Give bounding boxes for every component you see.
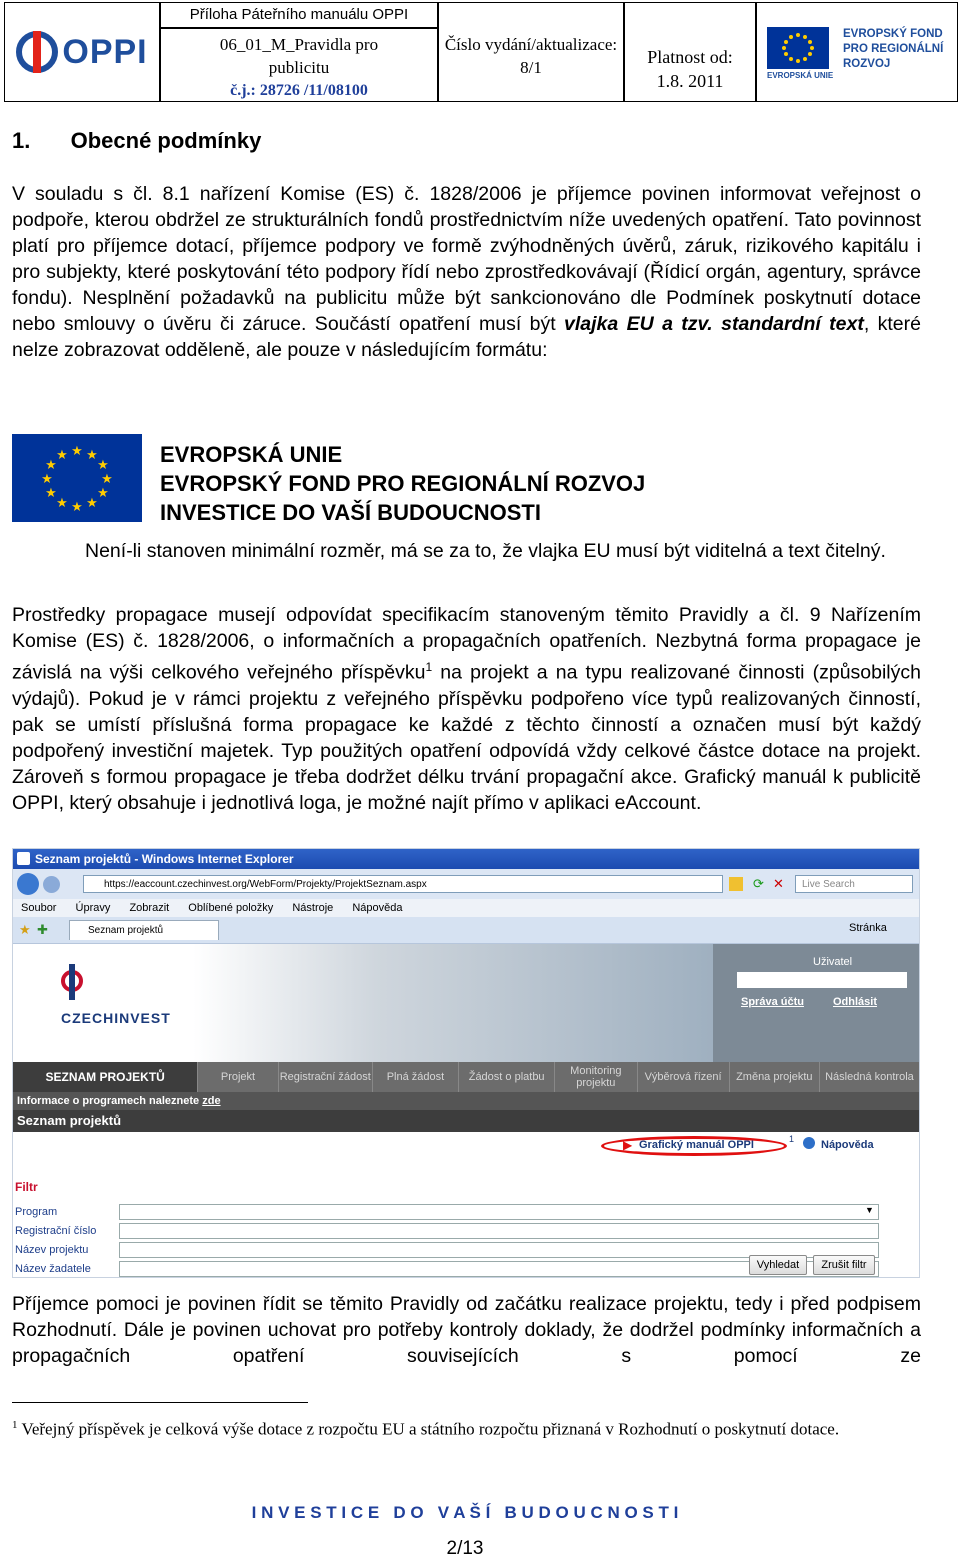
browser-titlebar xyxy=(13,849,919,869)
valid-value: 1.8. 2011 xyxy=(656,71,724,91)
tab-seznam-projektu-nav[interactable]: SEZNAM PROJEKTŮ xyxy=(13,1062,198,1092)
oppi-logo-text: OPPI xyxy=(62,32,148,71)
menu-bar xyxy=(13,899,919,917)
issue-cell xyxy=(438,2,624,102)
help-link[interactable]: Nápověda xyxy=(821,1139,874,1151)
para3-text-end: na projekt a na typu realizované činnosti (způsobilých výdajů). Pokud je v rámci projektu z veřejného příspěvku podpořeno více typů realizovaných činností, pak se umístí příslušná forma propagace ke každé z těchto činností a označen musí být každý podpořený investiční majetek. Typ použitých opatření odpovídá vždy celkové částce dotace na projekt. Zároveň s formou propagace je třeba dodržet délku trvání propagační akce. Grafický manuál k publicitě OPPI, který obsahuje i jednotlivá loga, je možné najít přímo v aplikaci eAccount. xyxy=(12,661,921,814)
erdf-logo xyxy=(756,2,958,102)
main-nav xyxy=(13,1062,919,1092)
svg-text:★: ★ xyxy=(71,444,83,459)
oppi-logo xyxy=(4,2,160,102)
eu-flag-icon xyxy=(12,434,142,522)
tab-nasledna-kontrola[interactable]: Následná kontrola xyxy=(825,1071,914,1083)
svg-text:★: ★ xyxy=(56,496,68,511)
reg-number-input[interactable] xyxy=(119,1223,879,1239)
menu-tools[interactable]: Nástroje xyxy=(292,902,334,914)
forward-icon[interactable] xyxy=(43,876,60,893)
svg-text:★: ★ xyxy=(86,448,98,463)
window-title: Seznam projektů - Windows Internet Explorer xyxy=(35,852,294,866)
filter-title: Filtr xyxy=(15,1180,38,1194)
tab-seznam-projektu[interactable]: Seznam projektů xyxy=(69,920,219,940)
paragraph-promotion xyxy=(12,602,921,816)
page-menu[interactable]: Stránka xyxy=(849,922,887,934)
doc-ref: č.j.: 28726 /11/08100 xyxy=(230,82,368,99)
lock-icon xyxy=(729,877,743,891)
tab-zmena-projektu[interactable]: Změna projektu xyxy=(730,1062,820,1092)
svg-text:★: ★ xyxy=(97,486,109,501)
para3-text: Prostředky propagace musejí odpovídat specifikacím stanoveným těmito Pravidly a čl. 9 Nařízením Komise (ES) č. 1828/2006, o informačních a propagačních opatřeních. Nezbytná forma propagace je závislá na výši celkového veřejného příspěvku xyxy=(12,604,921,684)
fund-logo-line1: EVROPSKÝ FOND xyxy=(843,28,943,40)
filter-label-project-name: Název projektu xyxy=(15,1244,89,1256)
back-icon[interactable] xyxy=(17,873,39,895)
tab-vyberova-rizeni[interactable]: Výběrová řízení xyxy=(638,1062,730,1092)
manual-title: Příloha Páteřního manuálu OPPI xyxy=(160,2,438,28)
document-header xyxy=(4,2,958,102)
menu-view[interactable]: Zobrazit xyxy=(129,902,170,914)
paragraph-visibility: Není-li stanoven minimální rozměr, má se za to, že vlajka EU musí být viditelná a text čitelný. xyxy=(85,540,886,562)
para1-text: V souladu s čl. 8.1 nařízení Komise (ES) č. 1828/2006 je příjemce povinen informovat veřejnost o podpoře, kterou obdržel ze strukturálních fondů prostřednictvím níže uvedených opatření. Tato povinnost platí pro příjemce dotací, příjemce podpory ve formě zvýhodněných úvěrů, záruk, rizikového kapitálu i pro subjekty, které poskytování této podpory řídí nebo zprostředkovávají (Řídicí orgán, agentury, správce fondu). Nesplnění požadavků na publicitu může být sankcionováno dle Podmínek poskytnutí dotace nebo smlouvy o úvěru či záruce. Součástí opatření musí být xyxy=(12,183,921,335)
eu-logo-caption: EVROPSKÁ UNIE xyxy=(767,71,834,80)
footnote xyxy=(12,1413,921,1442)
eu-flag-small-icon xyxy=(767,27,829,69)
tab-projekt[interactable]: Projekt xyxy=(198,1062,278,1092)
menu-favorites[interactable]: Oblíbené položky xyxy=(188,902,274,914)
footnote-divider xyxy=(12,1402,308,1403)
oppi-emblem-icon xyxy=(16,29,58,75)
search-field[interactable]: Live Search xyxy=(795,875,913,893)
doc-name: 06_01_M_Pravidla pro publicitu xyxy=(219,35,379,77)
user-name-field xyxy=(737,972,907,988)
svg-text:★: ★ xyxy=(101,472,113,487)
svg-text:★: ★ xyxy=(41,472,53,487)
page-subtitle: Seznam projektů xyxy=(13,1110,919,1132)
header-photo xyxy=(193,944,713,1062)
logout-link[interactable]: Odhlásit xyxy=(833,996,878,1008)
section-heading xyxy=(12,128,261,154)
info-link[interactable]: zde xyxy=(202,1095,221,1107)
czechinvest-logo-text: CZECHINVEST xyxy=(61,1010,171,1026)
add-favorite-icon[interactable]: ✚ xyxy=(37,922,48,937)
address-bar xyxy=(13,869,919,899)
eu-standard-text xyxy=(160,440,645,527)
user-panel xyxy=(713,944,919,1062)
account-link[interactable]: Správa účtu xyxy=(741,996,804,1008)
eu-line2: EVROPSKÝ FOND PRO REGIONÁLNÍ ROZVOJ xyxy=(160,471,646,496)
fund-logo-text xyxy=(843,27,943,72)
fund-logo-line2: PRO REGIONÁLNÍ xyxy=(843,43,944,55)
manual-arrow-icon: ▶ xyxy=(623,1138,633,1152)
tab-monitoring[interactable]: Monitoring projektu xyxy=(555,1062,637,1092)
paragraph-obligations: Příjemce pomoci je povinen řídit se těmito Pravidly od začátku realizace projektu, tedy i před podpisem Rozhodnutí. Dále je povinen uchovat pro potřeby kontroly doklady, že dodržel podmínky informačních a propagačních opatření souvisejících s pomocí ze xyxy=(12,1293,921,1367)
info-bar xyxy=(13,1092,919,1110)
footnote-marker: 1 xyxy=(789,1134,795,1144)
footnote-number: 1 xyxy=(12,1419,18,1431)
eu-line1: EVROPSKÁ UNIE xyxy=(160,442,343,467)
czechinvest-emblem-icon xyxy=(43,964,101,1004)
svg-text:★: ★ xyxy=(86,496,98,511)
footnote-text: Veřejný příspěvek je celková výše dotace z rozpočtu EU a státního rozpočtu přiznaná v Rozhodnutí o poskytnutí dotace. xyxy=(21,1419,840,1439)
svg-text:★: ★ xyxy=(56,448,68,463)
czechinvest-header xyxy=(13,944,919,1062)
program-select[interactable] xyxy=(119,1204,879,1220)
eaccount-screenshot xyxy=(12,848,920,1278)
footer-slogan: I N V E S T I C E D O V A Š Í B U D O U C N O S T I xyxy=(251,1503,679,1522)
menu-edit[interactable]: Úpravy xyxy=(75,902,111,914)
menu-file[interactable]: Soubor xyxy=(21,902,57,914)
refresh-icon[interactable]: ⟳ xyxy=(753,876,764,891)
paragraph-intro xyxy=(12,181,921,363)
tab-plna-zadost[interactable]: Plná žádost xyxy=(373,1062,459,1092)
footnote-ref: 1 xyxy=(425,660,433,674)
manual-link[interactable]: Grafický manuál OPPI xyxy=(639,1139,754,1151)
page-number: 2/13 xyxy=(446,1538,484,1559)
reset-filter-button[interactable]: Zrušit filtr xyxy=(813,1255,875,1275)
doc-identifier xyxy=(160,28,438,102)
para1-text-end: , které nelze zobrazovat odděleně, ale pouze v následujícím formátu: xyxy=(12,313,921,361)
issue-label: Číslo vydání/aktualizace: xyxy=(444,35,618,54)
user-label: Uživatel xyxy=(813,956,853,968)
help-icon[interactable] xyxy=(803,1137,815,1149)
stop-icon[interactable]: ✕ xyxy=(773,876,784,891)
filter-label-program: Program xyxy=(15,1206,58,1218)
svg-text:★: ★ xyxy=(97,458,109,473)
favorites-star-icon[interactable]: ★ xyxy=(19,922,31,937)
svg-text:★: ★ xyxy=(45,458,57,473)
tab-bar xyxy=(13,917,919,944)
svg-text:★: ★ xyxy=(71,500,83,515)
search-button[interactable]: Vyhledat xyxy=(749,1255,807,1275)
url-field[interactable]: https://eaccount.czechinvest.org/WebForm/Projekty/ProjektSeznam.aspx xyxy=(83,875,723,893)
svg-text:★: ★ xyxy=(45,486,57,501)
validity-cell xyxy=(624,2,756,102)
section-number: 1. xyxy=(12,128,31,153)
tab-zadost-o-platbu[interactable]: Žádost o platbu xyxy=(459,1062,555,1092)
ie-icon xyxy=(17,852,30,865)
eu-line3: INVESTICE DO VAŠÍ BUDOUCNOSTI xyxy=(160,500,541,525)
info-text: Informace o programech naleznete xyxy=(17,1095,200,1107)
fund-logo-line3: ROZVOJ xyxy=(843,58,891,70)
filter-label-reg-number: Registrační číslo xyxy=(15,1225,97,1237)
section-title: Obecné podmínky xyxy=(70,128,262,153)
para1-emphasis: vlajka EU a tzv. standardní text xyxy=(564,313,864,335)
filter-label-applicant: Název žadatele xyxy=(15,1263,91,1275)
tab-registracni-zadost[interactable]: Registrační žádost xyxy=(279,1062,373,1092)
issue-value: 8/1 xyxy=(520,58,542,77)
chevron-down-icon[interactable]: ▼ xyxy=(865,1205,874,1215)
menu-help[interactable]: Nápověda xyxy=(352,902,403,914)
valid-label: Platnost od: xyxy=(647,47,733,67)
